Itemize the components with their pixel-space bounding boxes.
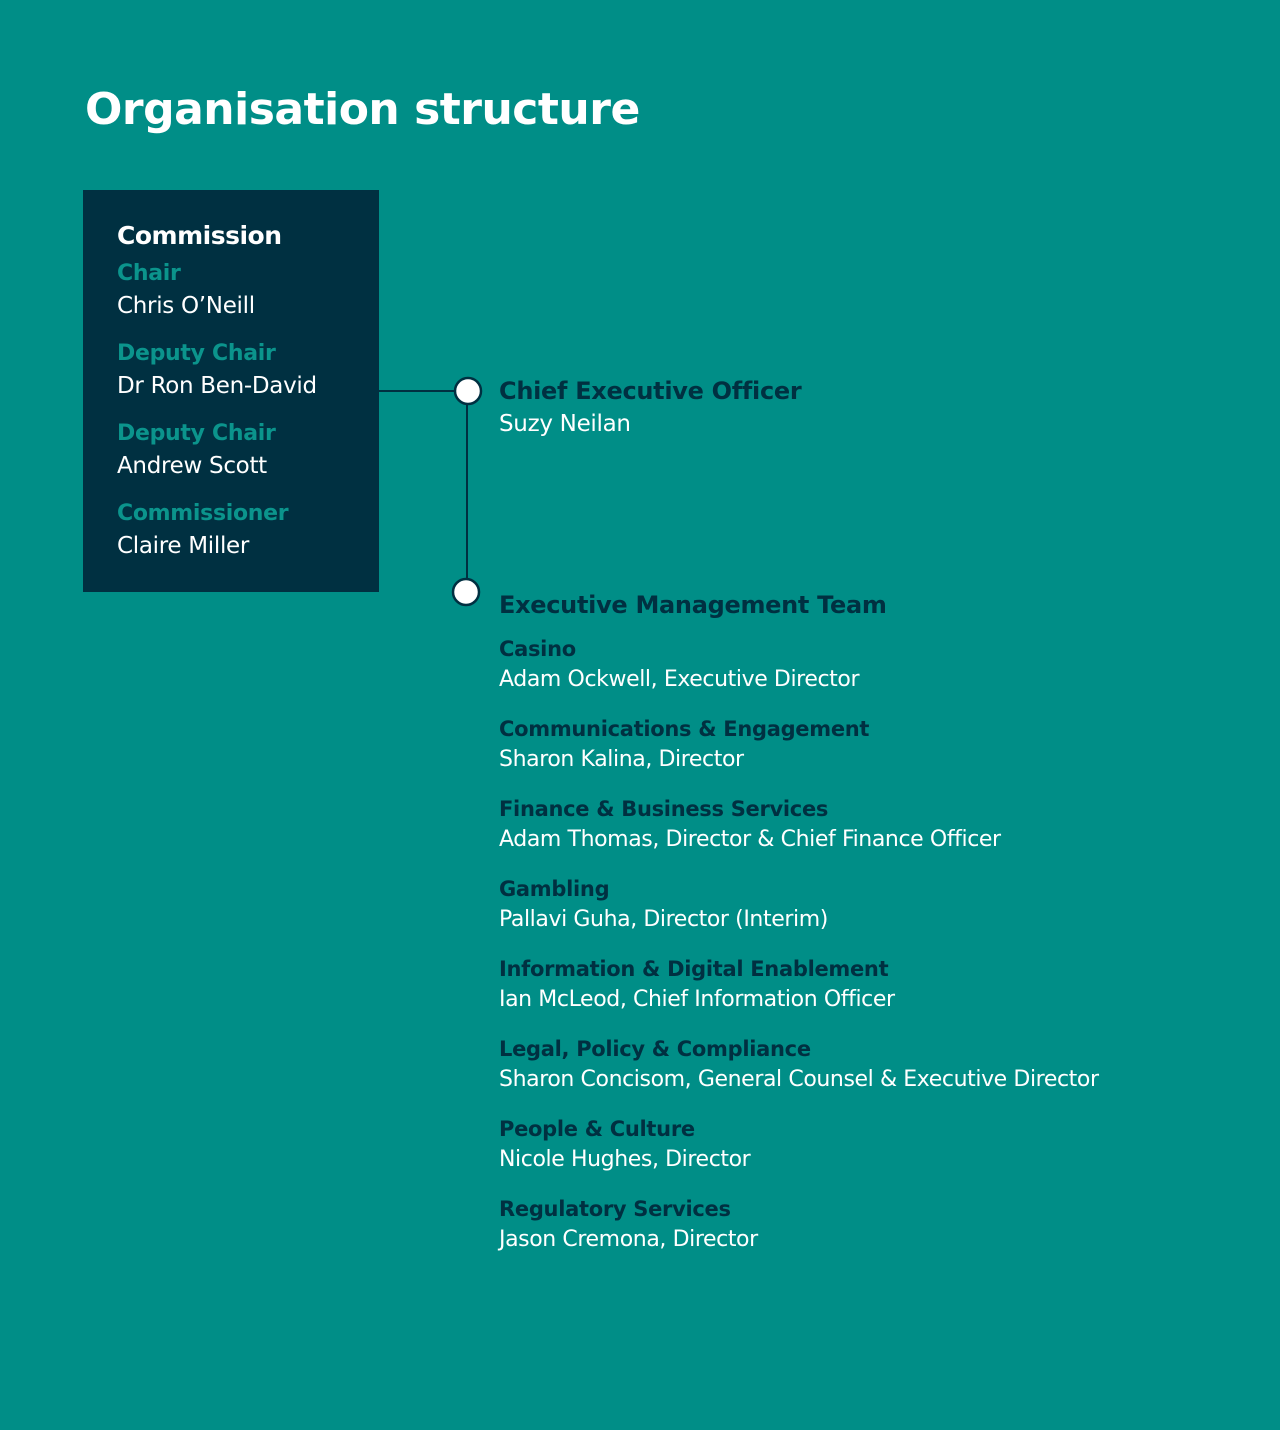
- member-name: Dr Ron Ben-David: [117, 373, 317, 399]
- department-name: Legal, Policy & Compliance: [499, 1037, 811, 1061]
- department-lead: Jason Cremona, Director: [499, 1227, 758, 1252]
- emt-block: [499, 588, 1099, 1274]
- department-name: Casino: [499, 637, 576, 661]
- department-item: [499, 874, 1099, 936]
- department-item: [499, 1034, 1099, 1096]
- department-item: [499, 1194, 1099, 1256]
- member-role: Deputy Chair: [117, 421, 276, 446]
- commission-member: [117, 418, 379, 482]
- member-role: Deputy Chair: [117, 341, 276, 366]
- page-title: Organisation structure: [85, 84, 640, 135]
- department-name: Finance & Business Services: [499, 797, 829, 821]
- commission-box: [83, 190, 379, 592]
- department-item: [499, 794, 1099, 856]
- ceo-block: [499, 374, 801, 440]
- department-item: [499, 954, 1099, 1016]
- department-name: Regulatory Services: [499, 1197, 731, 1221]
- department-name: Information & Digital Enablement: [499, 957, 889, 981]
- emt-node-icon: [453, 579, 479, 605]
- department-lead: Ian McLeod, Chief Information Officer: [499, 987, 895, 1012]
- department-lead: Nicole Hughes, Director: [499, 1147, 751, 1172]
- department-lead: Adam Thomas, Director & Chief Finance Officer: [499, 827, 1001, 852]
- member-name: Chris O’Neill: [117, 293, 255, 319]
- member-role: Commissioner: [117, 501, 289, 526]
- commission-member: [117, 258, 379, 322]
- ceo-node-icon: [455, 378, 481, 404]
- department-item: [499, 1114, 1099, 1176]
- department-item: [499, 634, 1099, 696]
- member-name: Andrew Scott: [117, 453, 267, 479]
- department-item: [499, 714, 1099, 776]
- department-lead: Sharon Kalina, Director: [499, 747, 744, 772]
- member-name: Claire Miller: [117, 533, 250, 559]
- emt-heading: Executive Management Team: [499, 591, 887, 619]
- department-name: Communications & Engagement: [499, 717, 870, 741]
- member-role: Chair: [117, 261, 181, 286]
- commission-member: [117, 498, 379, 562]
- department-name: Gambling: [499, 877, 610, 901]
- commission-heading: Commission: [117, 221, 282, 250]
- commission-member: [117, 338, 379, 402]
- department-name: People & Culture: [499, 1117, 695, 1141]
- department-lead: Adam Ockwell, Executive Director: [499, 667, 860, 692]
- ceo-title: Chief Executive Officer: [499, 377, 802, 405]
- ceo-name: Suzy Neilan: [499, 411, 631, 437]
- department-lead: Sharon Concisom, General Counsel & Executive Director: [499, 1067, 1099, 1092]
- department-lead: Pallavi Guha, Director (Interim): [499, 907, 828, 932]
